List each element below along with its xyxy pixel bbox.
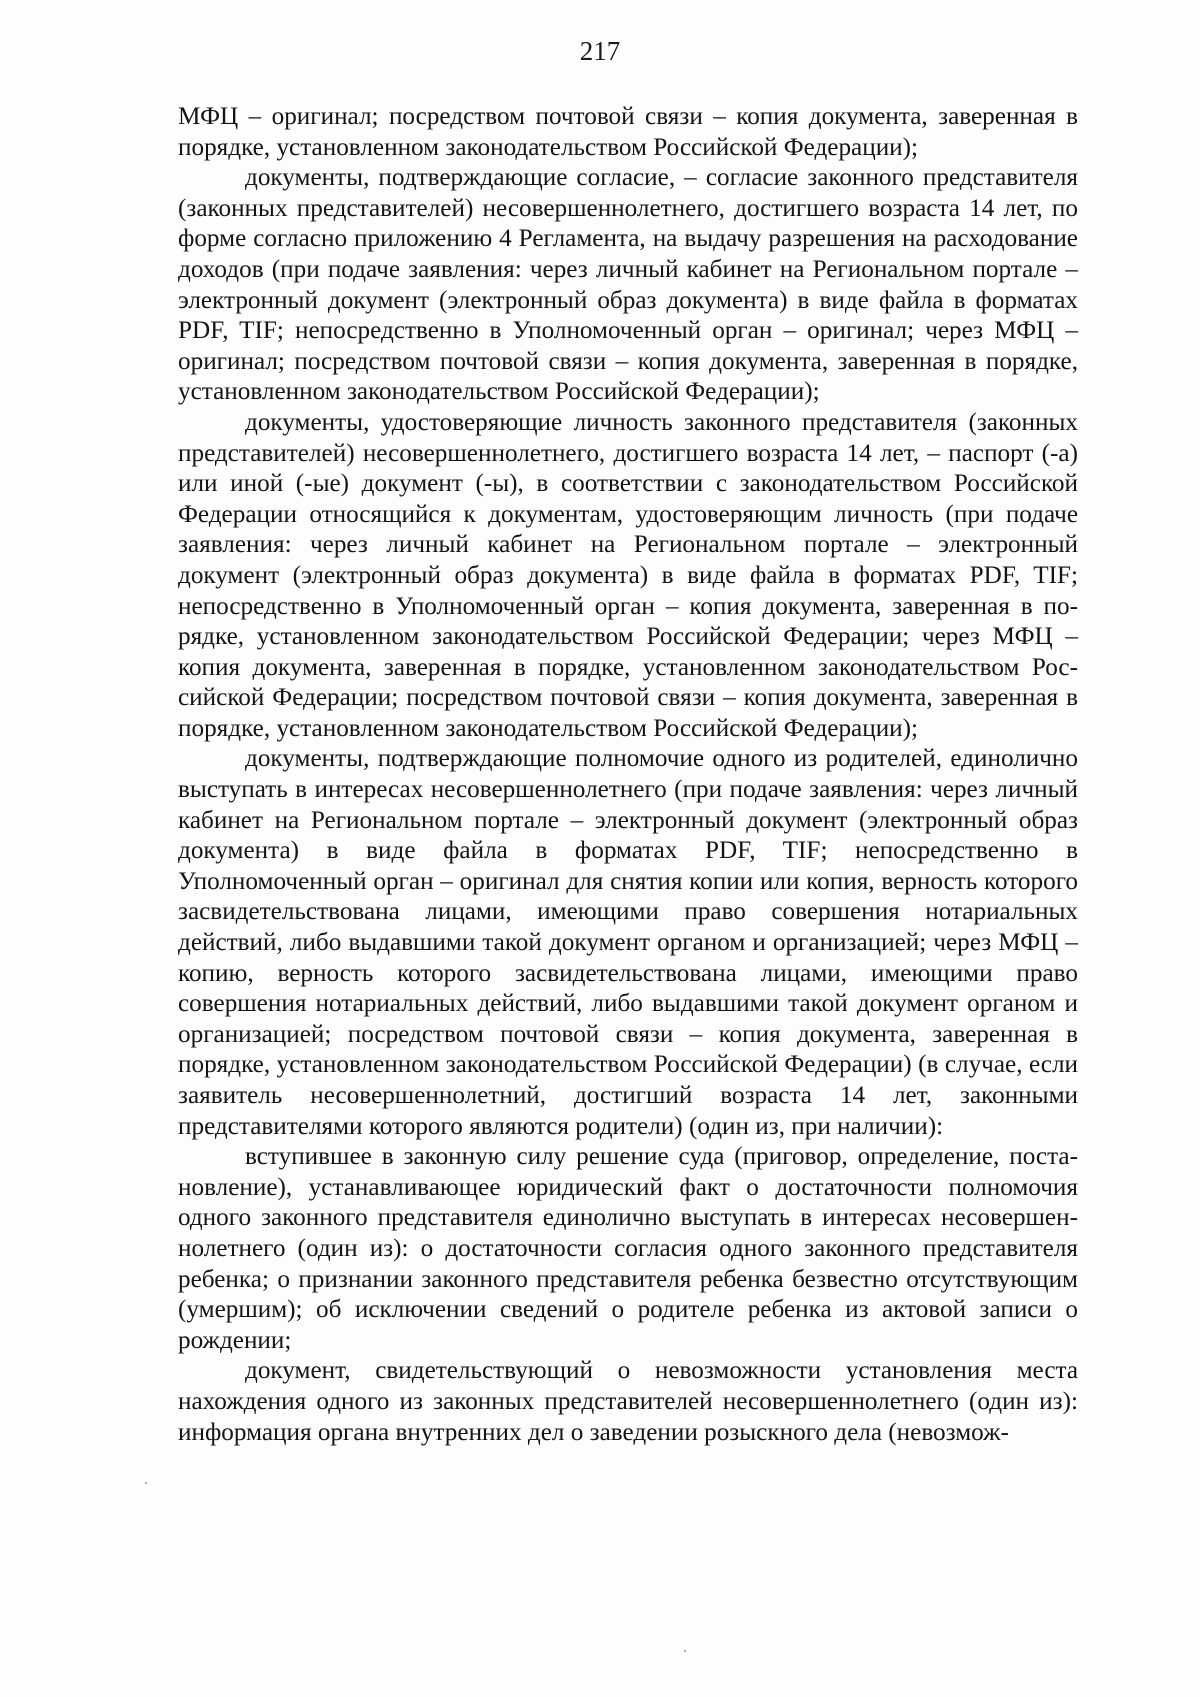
paragraph-4: документы, подтверждающие полномочие одного из родителей, единолично выступать в интересах несовершеннолетнего (при подаче заявления: через личный кабинет на Региональном портале – электронный документ (электронный образ документа) в виде файла в форматах PDF, TIF; непосредственно в Уполномоченный орган – оригинал для снятия копии или копия, верность которого засвидетельствована лицами, имеющими право совершения нотариальных действий, либо выдавшими такой документ органом и организацией; через МФЦ – копию, верность которого засвидетельствована лицами, имеющими право совершения нотариальных действий, либо выдавшими такой документ органом и организацией; посредством почтовой связи – копия документа, заверенная в порядке, установленном законодательством Российской Федерации) (в случае, если заявитель несовершеннолетний, достигший возраста 14 лет, законными представителями которого являются родители) (один из, при наличии): xyxy=(178,745,1078,1140)
paragraph-1: МФЦ – оригинал; посредством почтовой связи – копия документа, заверенная в порядке, установленном законодательством Российской Федерации); xyxy=(178,103,1078,161)
paragraph-2: документы, подтверждающие согласие, – согласие законного представителя (законных представителей) несовершеннолетнего, достигшего возраста 14 лет, по форме согласно приложению 4 Регламента, на выдачу разрешения на расходование доходов (при подаче заявления: через личный кабинет на Региональном портале – электронный документ (электронный образ документа) в виде файла в форматах PDF, TIF; непосредственно в Уполномоченный орган – оригинал; через МФЦ – оригинал; посредством почтовой связи – копия документа, заверенная в порядке, установленном законодательством Российской Федерации); xyxy=(178,164,1078,406)
scan-speck xyxy=(684,1650,686,1652)
scan-speck xyxy=(145,1482,147,1484)
paragraph-3: документы, удостоверяющие личность законного представителя (законных представителей) несовершеннолетнего, достигшего возраста 14 лет, – паспорт (-а) или иной (-ые) документ (-ы), в соответствии с законодательством Российской Федерации относящийся к документам, удостоверяющим личность (при подаче заявления: через личный кабинет на Региональном портале – электронный документ (электронный образ документа) в виде файла в форматах PDF, TIF; непосредственно в Уполномоченный орган – копия документа, заверенная в порядке, установленном законодательством Российской Федерации; через МФЦ – копия документа, заверенная в порядке, установленном законодательством Российской Федерации; посредством почтовой связи – копия документа, заверенная в порядке, установленном законодательством Российской Федерации); xyxy=(178,408,1078,742)
document-body xyxy=(178,102,1078,1448)
paragraph-6: документ, свидетельствующий о невозможности установления места нахождения одного из законных представителей несовершеннолетнего (один из): информация органа внутренних дел о заведении розыскного дела (невозмож- xyxy=(178,1357,1078,1446)
paragraph-5: вступившее в законную силу решение суда (приговор, определение, постановление), устанавливающее юридический факт о достаточности полномочия одного законного представителя единолично выступать в интересах несовершеннолетнего (один из): о достаточности согласия одного законного представителя ребенка; о признании законного представителя ребенка безвестно отсутствующим (умершим); об исключении сведений о родителе ребенка из актовой записи о рождении; xyxy=(178,1143,1078,1354)
page-number: 217 xyxy=(579,36,621,66)
